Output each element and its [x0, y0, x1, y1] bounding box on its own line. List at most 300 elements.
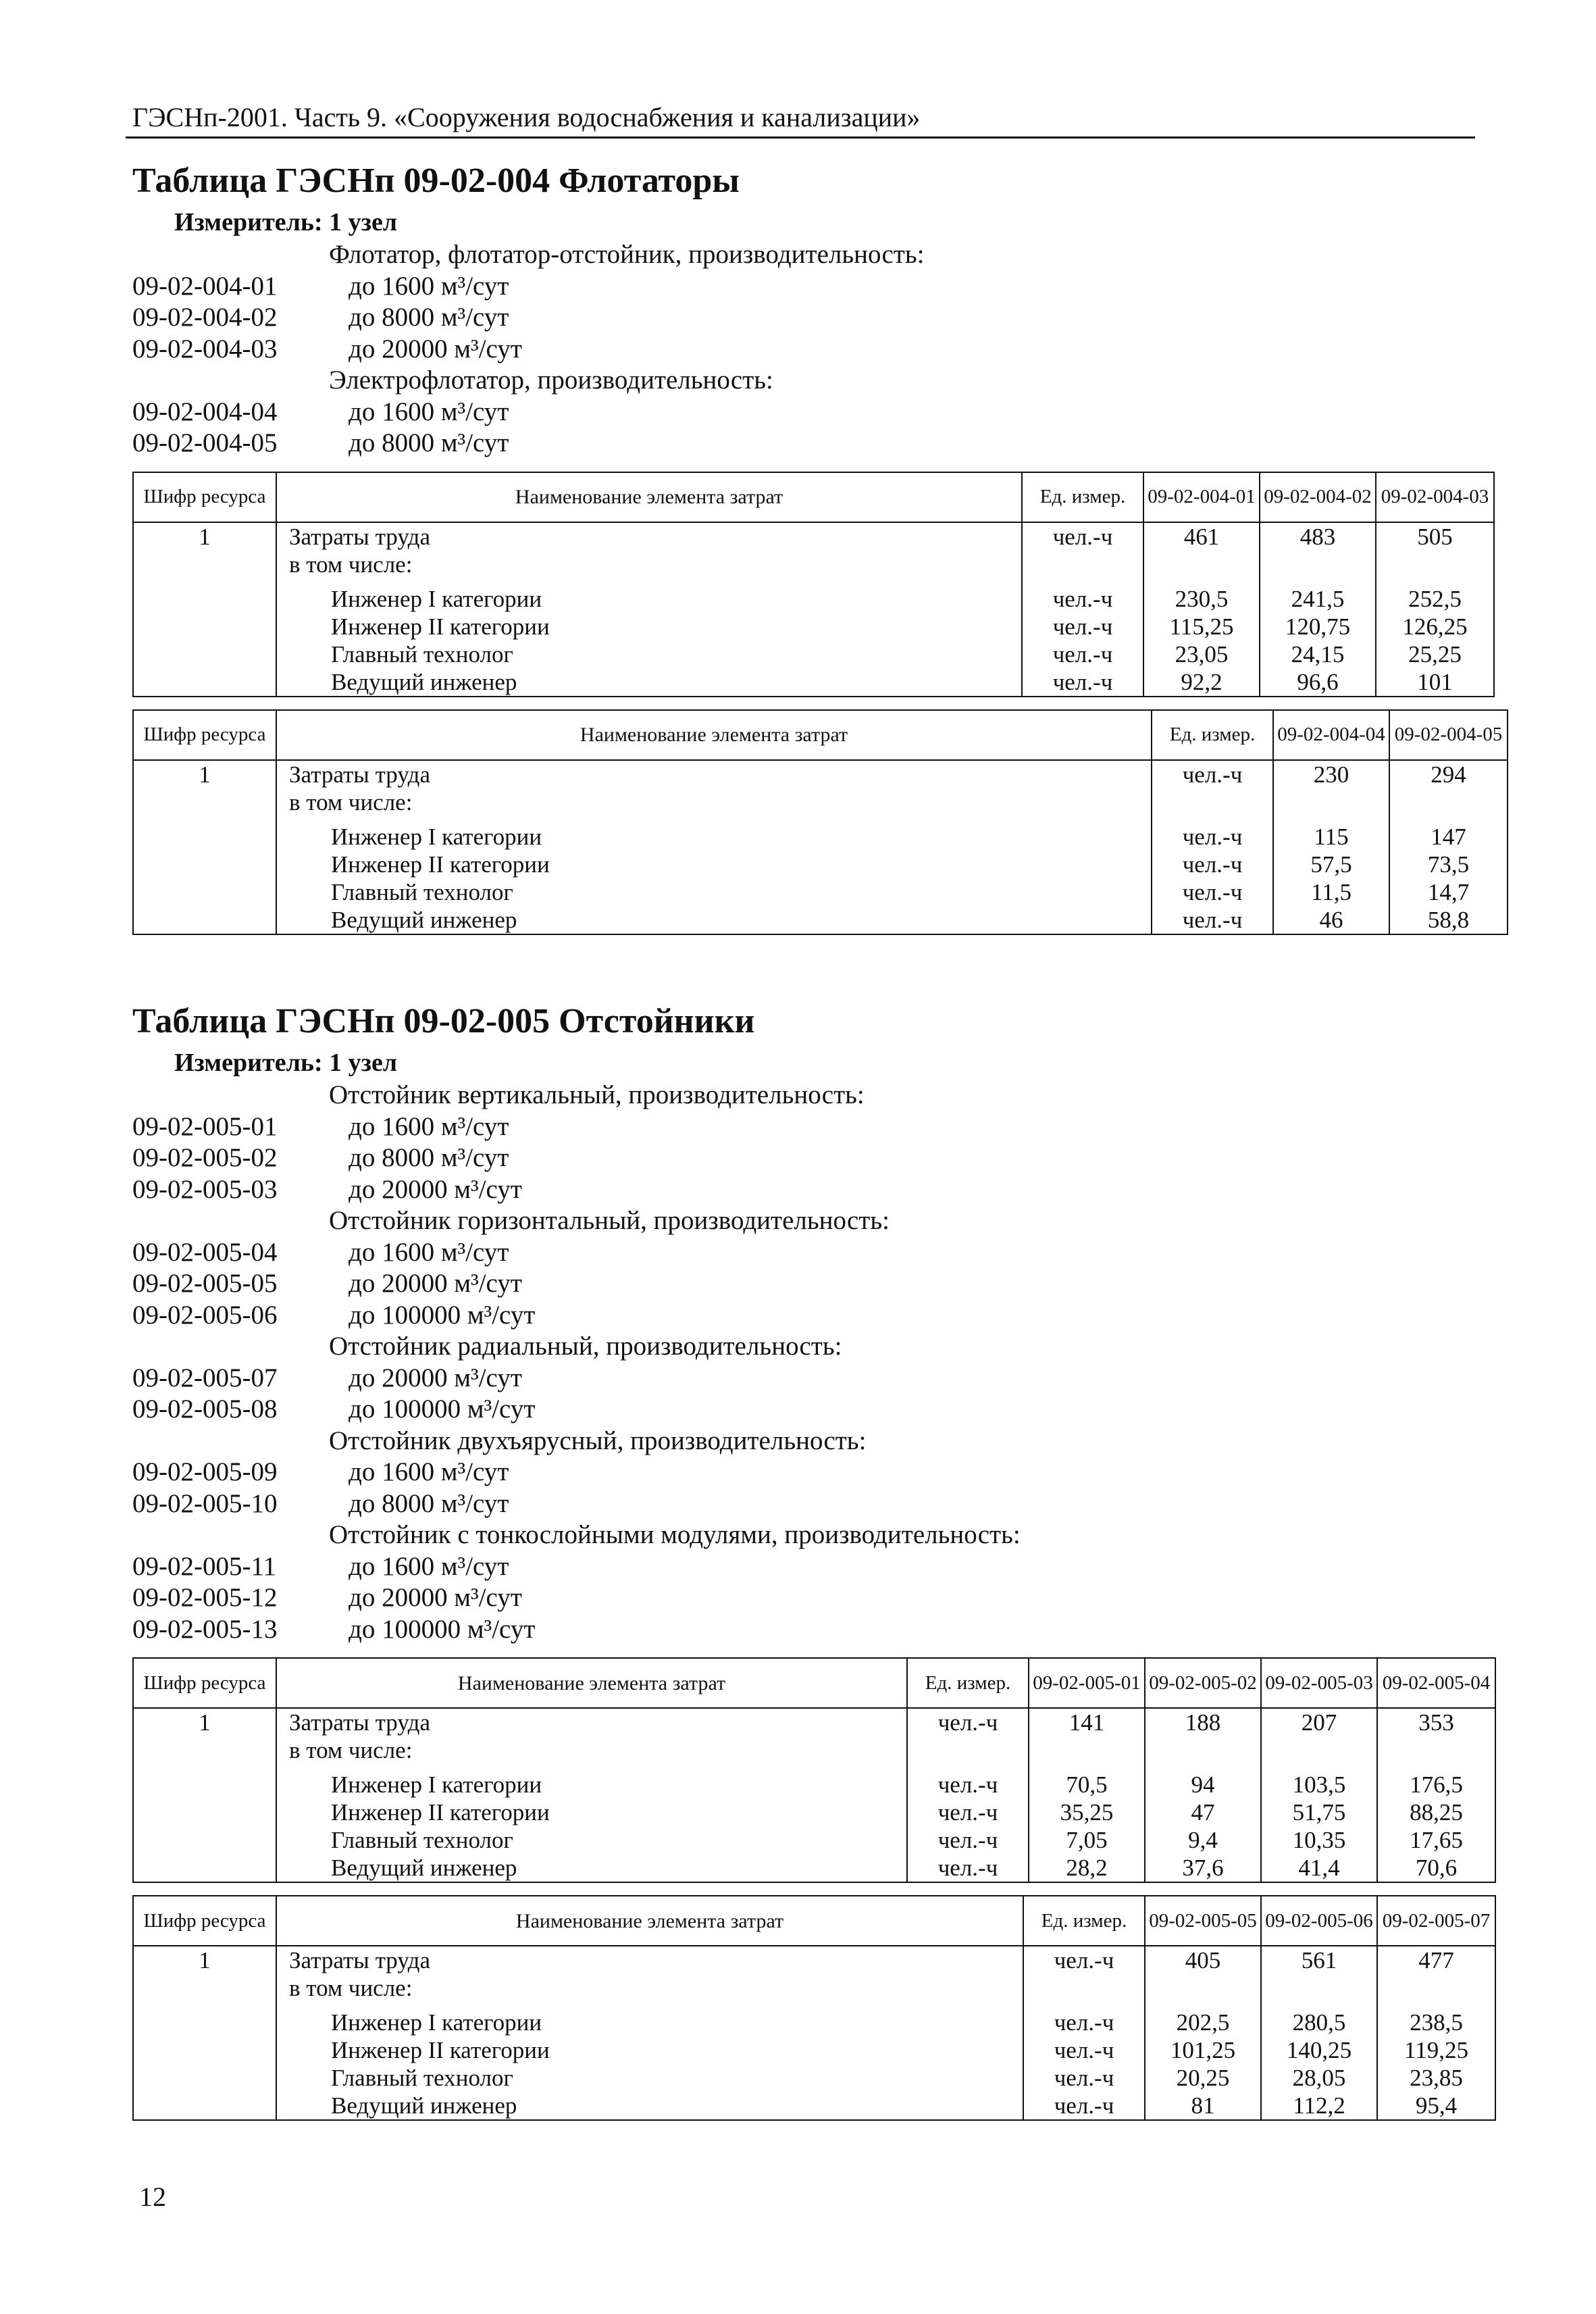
spacer-cell	[1377, 1764, 1495, 1771]
cell-value: 24,15	[1260, 640, 1376, 668]
table-row	[133, 1946, 1495, 1974]
spec-desc: до 1600 м³/сут	[349, 1551, 509, 1581]
cell-cost-element: Затраты труда	[276, 1946, 1023, 1974]
cell-value	[1143, 551, 1260, 578]
cell-unit: чел.-ч	[1022, 522, 1143, 551]
cell-resource-code	[133, 823, 276, 851]
cell-value: 57,5	[1273, 851, 1389, 878]
header-norm-code: 09-02-005-01	[1029, 1658, 1145, 1708]
spec-list	[132, 1080, 1482, 1645]
cell-resource-code	[133, 2036, 276, 2064]
group-heading: Отстойник радиальный, производительность:	[329, 1332, 842, 1361]
cell-value: 561	[1261, 1946, 1377, 1974]
header-norm-code: 09-02-005-03	[1261, 1658, 1377, 1708]
cell-value: 7,05	[1029, 1826, 1145, 1854]
group-heading: Отстойник двухъярусный, производительность:	[329, 1426, 867, 1455]
spec-item	[132, 1614, 1482, 1646]
cell-value	[1260, 551, 1376, 578]
header-unit: Ед. измер.	[1022, 472, 1143, 522]
cell-value	[1389, 788, 1508, 816]
spacer-cell	[276, 2002, 1023, 2009]
section-flotators	[132, 161, 1503, 935]
spec-item	[132, 1142, 1482, 1174]
cell-cost-element: Инженер II категории	[276, 851, 1152, 878]
header-norm-code: 09-02-004-02	[1260, 472, 1376, 522]
cell-value	[1377, 1736, 1495, 1764]
cell-unit	[1022, 551, 1143, 578]
cell-value: 238,5	[1377, 2009, 1495, 2036]
table-row	[133, 613, 1494, 640]
cell-value: 92,2	[1143, 668, 1260, 697]
spec-code: 09-02-005-09	[132, 1457, 278, 1486]
spec-desc: до 1600 м³/сут	[349, 271, 509, 301]
cell-resource-code: 1	[133, 1708, 276, 1736]
header-resource-code: Шифр ресурса	[133, 710, 276, 760]
table-row	[133, 2092, 1495, 2120]
resource-table	[132, 472, 1495, 697]
cell-unit: чел.-ч	[1023, 2009, 1145, 2036]
header-norm-code: 09-02-005-05	[1145, 1896, 1261, 1946]
cell-value: 241,5	[1260, 585, 1376, 613]
table-row	[133, 1771, 1495, 1799]
header-cost-element: Наименование элемента затрат	[276, 1658, 907, 1708]
cell-value: 46	[1273, 906, 1389, 934]
cell-value: 17,65	[1377, 1826, 1495, 1854]
cell-value: 101	[1376, 668, 1494, 697]
table-row	[133, 906, 1508, 934]
cell-value: 88,25	[1377, 1799, 1495, 1826]
cell-value: 230,5	[1143, 585, 1260, 613]
cell-unit	[1023, 1974, 1145, 2002]
cell-resource-code	[133, 2092, 276, 2120]
group-heading: Отстойник вертикальный, производительность:	[329, 1080, 865, 1109]
table-header-row	[133, 710, 1508, 760]
cell-cost-element: Инженер I категории	[276, 2009, 1023, 2036]
cell-unit: чел.-ч	[1152, 760, 1273, 788]
group-heading: Электрофлотатор, производительность:	[329, 366, 773, 395]
cell-cost-element: Главный технолог	[276, 640, 1022, 668]
spec-desc: до 8000 м³/сут	[349, 303, 509, 332]
cell-cost-element: Инженер II категории	[276, 2036, 1023, 2064]
spacer-cell	[907, 1764, 1029, 1771]
spec-item	[132, 334, 1482, 366]
cell-value: 176,5	[1377, 1771, 1495, 1799]
cell-value: 10,35	[1261, 1826, 1377, 1854]
cell-value: 9,4	[1145, 1826, 1261, 1854]
spec-desc: до 1600 м³/сут	[349, 1457, 509, 1486]
cell-cost-element: Затраты труда	[276, 1708, 907, 1736]
cell-cost-element: Ведущий инженер	[276, 906, 1152, 934]
cell-value: 95,4	[1377, 2092, 1495, 2120]
header-divider	[126, 136, 1475, 139]
cell-cost-element: в том числе:	[276, 1974, 1023, 2002]
spec-desc: до 8000 м³/сут	[349, 428, 509, 457]
cell-value: 103,5	[1261, 1771, 1377, 1799]
cell-value	[1273, 788, 1389, 816]
cell-cost-element: Инженер I категории	[276, 1771, 907, 1799]
table-row	[133, 823, 1508, 851]
spacer-cell	[133, 2002, 276, 2009]
cell-value: 207	[1261, 1708, 1377, 1736]
cell-value	[1376, 551, 1494, 578]
cell-unit: чел.-ч	[907, 1799, 1029, 1826]
spacer-cell	[1273, 816, 1389, 823]
spacer-cell	[1145, 2002, 1261, 2009]
table-row	[133, 1799, 1495, 1826]
table-row	[133, 1826, 1495, 1854]
cell-cost-element: Инженер II категории	[276, 1799, 907, 1826]
cell-cost-element: Ведущий инженер	[276, 668, 1022, 697]
cell-value	[1029, 1736, 1145, 1764]
table-row	[133, 878, 1508, 906]
spacer-cell	[1023, 2002, 1145, 2009]
spec-desc: до 1600 м³/сут	[349, 1111, 509, 1141]
cell-value: 81	[1145, 2092, 1261, 2120]
spec-code: 09-02-005-04	[132, 1237, 278, 1267]
cell-value: 51,75	[1261, 1799, 1377, 1826]
cell-value: 140,25	[1261, 2036, 1377, 2064]
cell-value: 115,25	[1143, 613, 1260, 640]
cell-value: 23,85	[1377, 2064, 1495, 2092]
cell-value	[1261, 1736, 1377, 1764]
cell-value: 461	[1143, 522, 1260, 551]
cell-resource-code	[133, 668, 276, 697]
spec-code: 09-02-005-13	[132, 1614, 278, 1644]
running-header: ГЭСНп-2001. Часть 9. «Сооружения водоснабжения и канализации»	[132, 102, 921, 132]
cell-resource-code	[133, 1771, 276, 1799]
section-title: Таблица ГЭСНп 09-02-004 Флотаторы	[132, 161, 740, 200]
cell-value: 47	[1145, 1799, 1261, 1826]
cell-value: 20,25	[1145, 2064, 1261, 2092]
spec-code: 09-02-005-02	[132, 1143, 278, 1172]
table-row	[133, 1736, 1495, 1764]
group-heading: Флотатор, флотатор-отстойник, производительность:	[329, 240, 925, 269]
cell-resource-code	[133, 851, 276, 878]
table-row	[133, 668, 1494, 697]
header-unit: Ед. измер.	[907, 1658, 1029, 1708]
cell-cost-element: Главный технолог	[276, 1826, 907, 1854]
cell-value: 73,5	[1389, 851, 1508, 878]
spec-desc: до 20000 м³/сут	[349, 334, 522, 363]
header-unit: Ед. измер.	[1023, 1896, 1145, 1946]
cell-value: 101,25	[1145, 2036, 1261, 2064]
cell-value: 70,5	[1029, 1771, 1145, 1799]
spacer-cell	[1143, 578, 1260, 585]
resource-table	[132, 1657, 1496, 1883]
header-resource-code: Шифр ресурса	[133, 1896, 276, 1946]
spec-item	[132, 397, 1482, 428]
spacer-cell	[133, 578, 276, 585]
header-cost-element: Наименование элемента затрат	[276, 710, 1152, 760]
cell-unit: чел.-ч	[1152, 823, 1273, 851]
cell-value: 25,25	[1376, 640, 1494, 668]
cell-unit: чел.-ч	[907, 1771, 1029, 1799]
cell-cost-element: в том числе:	[276, 1736, 907, 1764]
cell-unit: чел.-ч	[1152, 878, 1273, 906]
cell-unit: чел.-ч	[907, 1826, 1029, 1854]
cell-resource-code: 1	[133, 760, 276, 788]
cell-cost-element: Главный технолог	[276, 2064, 1023, 2092]
cell-cost-element: Затраты труда	[276, 522, 1022, 551]
cell-resource-code	[133, 2009, 276, 2036]
table-row	[133, 1974, 1495, 2002]
cell-value: 11,5	[1273, 878, 1389, 906]
resource-table	[132, 709, 1508, 935]
cell-value: 37,6	[1145, 1854, 1261, 1882]
spacer-cell	[133, 1764, 276, 1771]
cell-unit: чел.-ч	[1022, 668, 1143, 697]
cell-unit: чел.-ч	[1023, 1946, 1145, 1974]
cell-value: 188	[1145, 1708, 1261, 1736]
header-norm-code: 09-02-004-04	[1273, 710, 1389, 760]
cell-unit	[907, 1736, 1029, 1764]
header-resource-code: Шифр ресурса	[133, 1658, 276, 1708]
cell-value: 483	[1260, 522, 1376, 551]
table-header-row	[133, 1658, 1495, 1708]
cell-unit: чел.-ч	[1022, 613, 1143, 640]
spec-desc: до 20000 м³/сут	[349, 1269, 522, 1298]
table-row	[133, 1854, 1495, 1882]
spacer-cell	[133, 816, 276, 823]
spec-code: 09-02-005-11	[132, 1551, 277, 1581]
group-heading: Отстойник горизонтальный, производительность:	[329, 1206, 890, 1235]
spec-code: 09-02-005-12	[132, 1583, 278, 1612]
spec-item	[132, 1174, 1482, 1206]
table-row	[133, 522, 1494, 551]
cell-value: 405	[1145, 1946, 1261, 1974]
cell-value: 202,5	[1145, 2009, 1261, 2036]
spec-item	[132, 1551, 1482, 1583]
cell-resource-code: 1	[133, 1946, 276, 1974]
cell-value: 252,5	[1376, 585, 1494, 613]
spec-item	[132, 1488, 1482, 1520]
table-row	[133, 2009, 1495, 2036]
cell-value: 141	[1029, 1708, 1145, 1736]
spec-code: 09-02-004-05	[132, 428, 278, 457]
spec-item	[132, 428, 1482, 459]
table-row	[133, 788, 1508, 816]
cell-resource-code	[133, 1736, 276, 1764]
cell-value: 41,4	[1261, 1854, 1377, 1882]
cell-value: 147	[1389, 823, 1508, 851]
cell-cost-element: Инженер I категории	[276, 585, 1022, 613]
cell-resource-code	[133, 788, 276, 816]
measure-unit: Измеритель: 1 узел	[174, 1049, 398, 1077]
group-heading: Отстойник с тонкослойными модулями, производительность:	[329, 1520, 1021, 1549]
spec-item	[132, 1582, 1482, 1614]
spec-code: 09-02-005-07	[132, 1363, 278, 1392]
spec-desc: до 8000 м³/сут	[349, 1143, 509, 1172]
spec-code: 09-02-005-10	[132, 1488, 278, 1518]
row-spacer	[133, 578, 1494, 585]
table-header-row	[133, 472, 1494, 522]
spec-desc: до 100000 м³/сут	[349, 1614, 536, 1644]
cell-unit: чел.-ч	[907, 1854, 1029, 1882]
cell-value: 505	[1376, 522, 1494, 551]
spec-item	[132, 302, 1482, 334]
header-norm-code: 09-02-005-07	[1377, 1896, 1495, 1946]
spec-item	[132, 1457, 1482, 1488]
spec-desc: до 100000 м³/сут	[349, 1300, 536, 1330]
table-header-row	[133, 1896, 1495, 1946]
cell-resource-code	[133, 551, 276, 578]
spec-code: 09-02-004-01	[132, 271, 278, 301]
spacer-cell	[1022, 578, 1143, 585]
cell-cost-element: Ведущий инженер	[276, 1854, 907, 1882]
spec-code: 09-02-005-05	[132, 1269, 278, 1298]
row-spacer	[133, 1764, 1495, 1771]
cell-value: 119,25	[1377, 2036, 1495, 2064]
spec-desc: до 20000 м³/сут	[349, 1583, 522, 1612]
header-resource-code: Шифр ресурса	[133, 472, 276, 522]
cell-unit: чел.-ч	[1023, 2064, 1145, 2092]
spacer-cell	[1389, 816, 1508, 823]
header-unit: Ед. измер.	[1152, 710, 1273, 760]
cell-resource-code	[133, 613, 276, 640]
cell-resource-code	[133, 906, 276, 934]
cell-value: 120,75	[1260, 613, 1376, 640]
spec-item	[132, 271, 1482, 303]
spec-item	[132, 1300, 1482, 1332]
spec-desc: до 20000 м³/сут	[349, 1363, 522, 1392]
page-number: 12	[139, 2182, 166, 2212]
spacer-cell	[1376, 578, 1494, 585]
header-cost-element: Наименование элемента затрат	[276, 1896, 1023, 1946]
cell-unit: чел.-ч	[1023, 2036, 1145, 2064]
cell-unit: чел.-ч	[1022, 585, 1143, 613]
table-row	[133, 1708, 1495, 1736]
row-spacer	[133, 2002, 1495, 2009]
spec-item	[132, 1363, 1482, 1394]
header-norm-code: 09-02-005-02	[1145, 1658, 1261, 1708]
header-norm-code: 09-02-005-06	[1261, 1896, 1377, 1946]
section-settlers	[132, 1001, 1491, 2121]
spacer-cell	[1261, 2002, 1377, 2009]
table-row	[133, 851, 1508, 878]
spec-item	[132, 1111, 1482, 1143]
cell-unit: чел.-ч	[907, 1708, 1029, 1736]
spec-desc: до 100000 м³/сут	[349, 1394, 536, 1424]
measure-unit: Измеритель: 1 узел	[174, 208, 398, 236]
spec-desc: до 1600 м³/сут	[349, 1237, 509, 1267]
cell-resource-code: 1	[133, 522, 276, 551]
cell-value: 115	[1273, 823, 1389, 851]
cell-value: 230	[1273, 760, 1389, 788]
table-row	[133, 760, 1508, 788]
cell-value	[1145, 1974, 1261, 2002]
section-title: Таблица ГЭСНп 09-02-005 Отстойники	[132, 1002, 755, 1040]
header-cost-element: Наименование элемента затрат	[276, 472, 1022, 522]
cell-unit: чел.-ч	[1022, 640, 1143, 668]
spec-code: 09-02-004-04	[132, 397, 278, 426]
cell-unit: чел.-ч	[1152, 851, 1273, 878]
cell-value: 96,6	[1260, 668, 1376, 697]
cell-value: 23,05	[1143, 640, 1260, 668]
table-row	[133, 2036, 1495, 2064]
cell-cost-element: в том числе:	[276, 551, 1022, 578]
spec-code: 09-02-005-08	[132, 1394, 278, 1424]
cell-resource-code	[133, 585, 276, 613]
spec-list	[132, 239, 1482, 459]
cell-resource-code	[133, 1799, 276, 1826]
cell-value: 70,6	[1377, 1854, 1495, 1882]
header-norm-code: 09-02-004-03	[1376, 472, 1494, 522]
cell-cost-element: Ведущий инженер	[276, 2092, 1023, 2120]
row-spacer	[133, 816, 1508, 823]
header-norm-code: 09-02-005-04	[1377, 1658, 1495, 1708]
spec-code: 09-02-005-01	[132, 1111, 278, 1141]
cell-resource-code	[133, 1854, 276, 1882]
cell-value: 126,25	[1376, 613, 1494, 640]
spec-code: 09-02-005-06	[132, 1300, 278, 1330]
spacer-cell	[1377, 2002, 1495, 2009]
spec-code: 09-02-005-03	[132, 1174, 278, 1204]
spacer-cell	[1145, 1764, 1261, 1771]
table-row	[133, 640, 1494, 668]
table-row	[133, 585, 1494, 613]
cell-value: 353	[1377, 1708, 1495, 1736]
cell-resource-code	[133, 1826, 276, 1854]
spacer-cell	[1152, 816, 1273, 823]
spec-desc: до 1600 м³/сут	[349, 397, 509, 426]
cell-unit: чел.-ч	[1152, 906, 1273, 934]
cell-value: 112,2	[1261, 2092, 1377, 2120]
header-norm-code: 09-02-004-01	[1143, 472, 1260, 522]
cell-value: 58,8	[1389, 906, 1508, 934]
spec-item	[132, 1394, 1482, 1426]
cell-resource-code	[133, 640, 276, 668]
spec-desc: до 20000 м³/сут	[349, 1174, 522, 1204]
spacer-cell	[1029, 1764, 1145, 1771]
cell-resource-code	[133, 1974, 276, 2002]
cell-value: 28,2	[1029, 1854, 1145, 1882]
cell-resource-code	[133, 2064, 276, 2092]
cell-cost-element: Затраты труда	[276, 760, 1152, 788]
cell-resource-code	[133, 878, 276, 906]
cell-value: 35,25	[1029, 1799, 1145, 1826]
spacer-cell	[276, 578, 1022, 585]
cell-value	[1261, 1974, 1377, 2002]
cell-value: 14,7	[1389, 878, 1508, 906]
cell-value: 294	[1389, 760, 1508, 788]
cell-cost-element: в том числе:	[276, 788, 1152, 816]
header-norm-code: 09-02-004-05	[1389, 710, 1508, 760]
cell-value: 28,05	[1261, 2064, 1377, 2092]
cell-cost-element: Главный технолог	[276, 878, 1152, 906]
cell-unit	[1152, 788, 1273, 816]
spec-item	[132, 1268, 1482, 1300]
cell-value: 280,5	[1261, 2009, 1377, 2036]
spacer-cell	[1260, 578, 1376, 585]
spacer-cell	[1261, 1764, 1377, 1771]
cell-cost-element: Инженер I категории	[276, 823, 1152, 851]
spacer-cell	[276, 1764, 907, 1771]
cell-value: 94	[1145, 1771, 1261, 1799]
spec-code: 09-02-004-02	[132, 303, 278, 332]
table-row	[133, 551, 1494, 578]
resource-table	[132, 1895, 1496, 2121]
cell-unit: чел.-ч	[1023, 2092, 1145, 2120]
cell-value: 477	[1377, 1946, 1495, 1974]
spec-code: 09-02-004-03	[132, 334, 278, 363]
cell-cost-element: Инженер II категории	[276, 613, 1022, 640]
cell-value	[1145, 1736, 1261, 1764]
spec-desc: до 8000 м³/сут	[349, 1488, 509, 1518]
spacer-cell	[276, 816, 1152, 823]
cell-value	[1377, 1974, 1495, 2002]
table-row	[133, 2064, 1495, 2092]
spec-item	[132, 1237, 1482, 1269]
